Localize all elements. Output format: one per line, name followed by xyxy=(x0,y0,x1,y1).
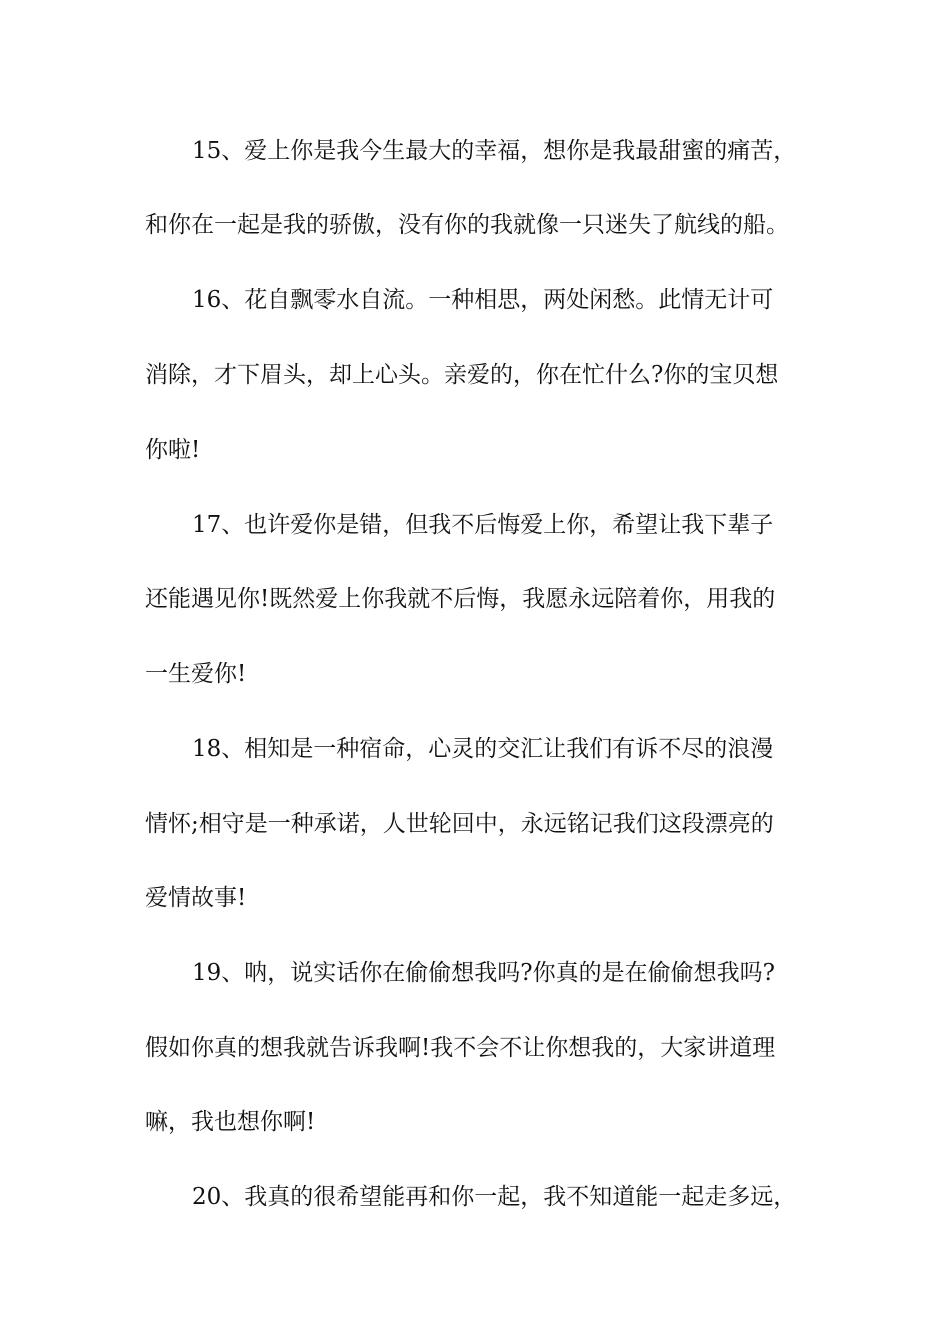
paragraph-19-line-3: 嘛，我也想你啊! xyxy=(145,1109,316,1135)
paragraph-17-line-1: 17、也许爱你是错，但我不后悔爱上你，希望让我下辈子 xyxy=(192,512,774,538)
paragraph-16-line-2: 消除，才下眉头，却上心头。亲爱的，你在忙什么?你的宝贝想 xyxy=(145,362,779,388)
paragraph-18-line-1: 18、相知是一种宿命，心灵的交汇让我们有诉不尽的浪漫 xyxy=(192,736,774,762)
paragraph-18-line-3: 爱情故事! xyxy=(145,885,247,911)
paragraph-17-line-3: 一生爱你! xyxy=(145,661,247,687)
paragraph-15-line-1: 15、爱上你是我今生最大的幸福，想你是我最甜蜜的痛苦， xyxy=(192,138,797,164)
paragraph-19-line-1: 19、呐，说实话你在偷偷想我吗?你真的是在偷偷想我吗? xyxy=(192,960,775,986)
paragraph-15-line-2: 和你在一起是我的骄傲，没有你的我就像一只迷失了航线的船。 xyxy=(145,212,789,238)
paragraph-16-line-1: 16、花自飘零水自流。一种相思，两处闲愁。此情无计可 xyxy=(192,287,774,313)
paragraph-20-line-1: 20、我真的很希望能再和你一起，我不知道能一起走多远， xyxy=(192,1184,797,1210)
paragraph-17-line-2: 还能遇见你!既然爱上你我就不后悔，我愿永远陪着你，用我的 xyxy=(145,586,776,612)
paragraph-16-line-3: 你啦! xyxy=(145,437,201,463)
paragraph-19-line-2: 假如你真的想我就告诉我啊!我不会不让你想我的，大家讲道理 xyxy=(145,1035,776,1061)
paragraph-18-line-2: 情怀;相守是一种承诺，人世轮回中，永远铭记我们这段漂亮的 xyxy=(145,811,774,837)
